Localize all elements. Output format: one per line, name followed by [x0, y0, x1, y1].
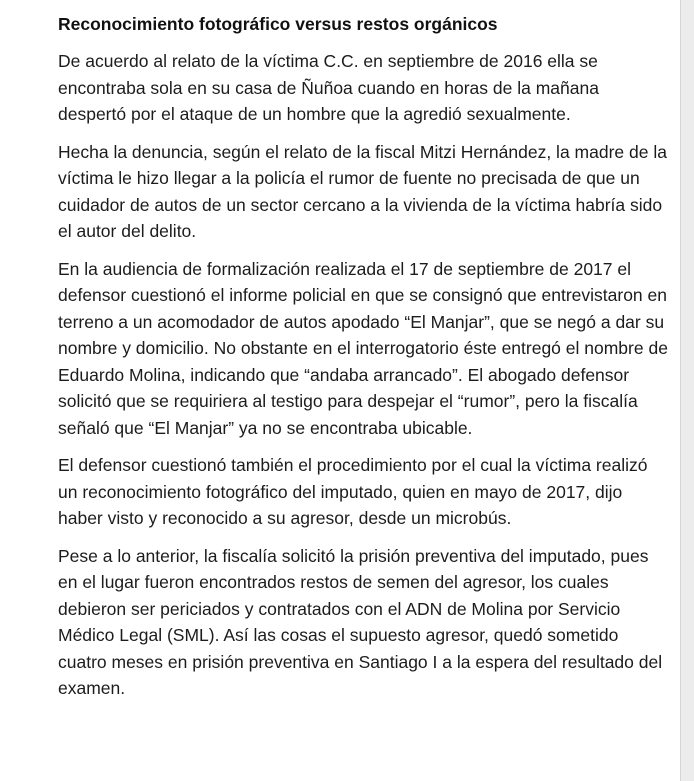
- article-paragraph-3: En la audiencia de formalización realizada el 17 de septiembre de 2017 el defensor cuestionó el informe policial en que se consignó que entrevistaron en terreno a un acomodador de autos apodado “El Manjar”, que se negó a dar su nombre y domicilio. No obstante en el interrogatorio éste entregó el nombre de Eduardo Molina, indicando que “andaba arrancado”. El abogado defensor solicitó que se requiriera al testigo para despejar el “rumor”, pero la fiscalía señaló que “El Manjar” ya no se encontraba ubicable.: [58, 258, 668, 438]
- article-heading: Reconocimiento fotográfico versus restos orgánicos: [58, 14, 498, 34]
- page-edge-border: [680, 0, 694, 781]
- article-paragraph-5: Pese a lo anterior, la fiscalía solicitó la prisión preventiva del imputado, pues en el lugar fueron encontrados restos de semen del agresor, los cuales debieron ser periciados y contratados con el ADN de Molina por Servicio Médico Legal (SML). Así las cosas el supuesto agresor, quedó sometido cuatro meses en prisión preventiva en Santiago I a la espera del resultado del examen.: [58, 545, 663, 698]
- article-paragraph-1: De acuerdo al relato de la víctima C.C. en septiembre de 2016 ella se encontraba sola en su casa de Ñuñoa cuando en horas de la mañana despertó por el ataque de un hombre que la agredió sexualmente.: [58, 51, 599, 124]
- article-paragraph-4: El defensor cuestionó también el procedimiento por el cual la víctima realizó un reconocimiento fotográfico del imputado, quien en mayo de 2017, dijo haber visto y reconocido a su agresor, desde un microbús.: [58, 455, 648, 528]
- article-body: [58, 10, 670, 713]
- article-paragraph-2: Hecha la denuncia, según el relato de la fiscal Mitzi Hernández, la madre de la víctima le hizo llegar a la policía el rumor de fuente no precisada de que un cuidador de autos de un sector cercano a la vivienda de la víctima habría sido el autor del delito.: [58, 141, 667, 241]
